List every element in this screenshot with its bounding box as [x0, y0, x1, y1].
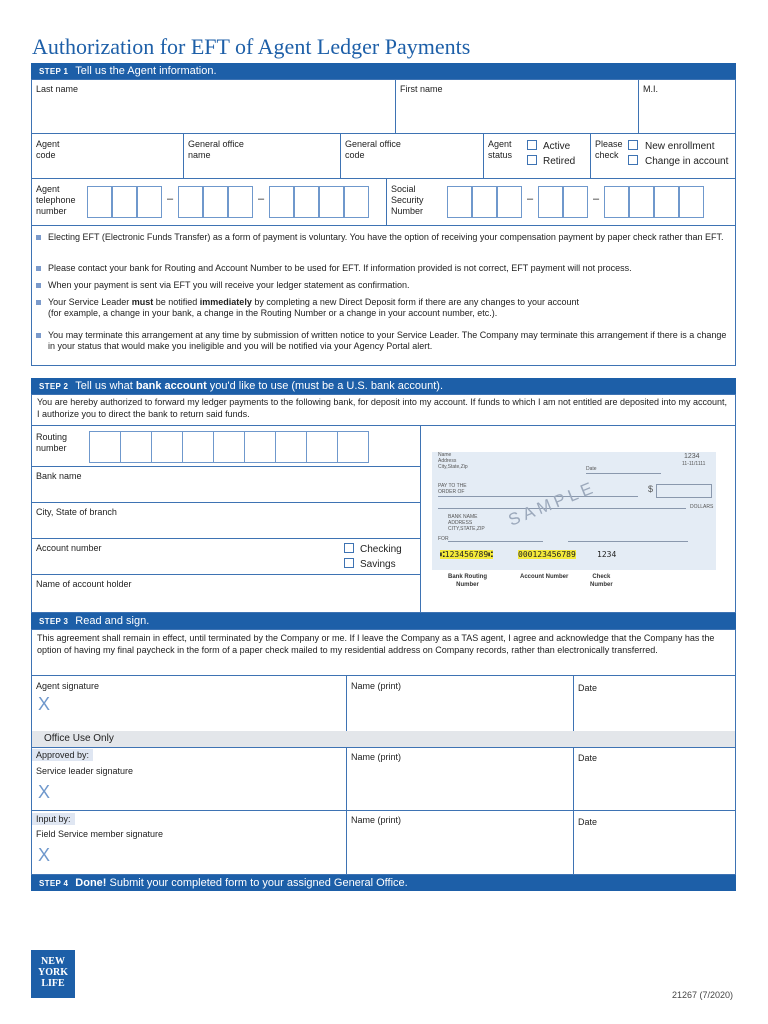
- sample-check-image: [432, 452, 716, 570]
- general-office-code-label: General office code: [345, 139, 401, 160]
- check-micr-check: 1234: [597, 550, 617, 559]
- general-office-code-field[interactable]: [410, 136, 480, 176]
- service-leader-signature-x: X: [38, 782, 51, 802]
- step3-header: STEP 3 Read and sign.: [31, 613, 736, 629]
- service-leader-name-field[interactable]: [348, 764, 571, 808]
- new-york-life-logo: NEW YORK LIFE: [31, 950, 75, 998]
- field-service-signature-field[interactable]: [33, 842, 344, 872]
- step2-intro: You are hereby authorized to forward my ledger payments to the following bank, for deposit into my account. If funds to which I am not entitled are deposited into my account, I authorize you to direct the bank to return said funds.: [37, 397, 728, 419]
- agent-code-label: Agent code: [36, 139, 60, 160]
- last-name-field[interactable]: [33, 96, 393, 130]
- please-check-label: Please check: [595, 139, 623, 160]
- bank-name-field[interactable]: [33, 482, 418, 500]
- retired-checkbox[interactable]: [527, 155, 537, 165]
- approved-by-label: Approved by:: [32, 749, 93, 761]
- agent-signature-x: X: [38, 694, 51, 714]
- agent-status-label: Agent status: [488, 139, 513, 160]
- ssn-label: Social Security Number: [391, 184, 424, 216]
- active-label: Active: [543, 141, 571, 152]
- checking-checkbox[interactable]: [344, 543, 354, 553]
- savings-label: Savings: [360, 559, 396, 570]
- field-service-signature-label: Field Service member signature: [36, 829, 164, 839]
- label-check-number: Check Number: [590, 574, 613, 588]
- bullet-confirmation: When your payment is sent via EFT you will receive your ledger statement as confirmation.: [36, 280, 728, 291]
- city-state-field[interactable]: [33, 518, 418, 536]
- agent-signature-label: Agent signature: [36, 681, 100, 691]
- check-dollar-sign: $: [648, 484, 654, 494]
- first-name-label: First name: [400, 84, 443, 94]
- check-dollars-label: DOLLARS: [690, 504, 714, 510]
- check-micr-routing: ⑆123456789⑆: [440, 550, 493, 559]
- bullet-terminate: You may terminate this arrangement at any time by submission of written notice to your Service Leader. The Company may terminate this arrangement if there is a change in your status that would make you ineligible and you will be notified via your Agency Portal alert.: [36, 330, 728, 352]
- new-enrollment-checkbox[interactable]: [628, 140, 638, 150]
- field-service-name-label: Name (print): [351, 815, 402, 825]
- field-service-signature-x: X: [38, 845, 51, 865]
- agent-date-field[interactable]: [575, 694, 734, 729]
- input-by-label: Input by:: [32, 813, 75, 825]
- check-pay-to: PAY TO THE ORDER OF: [438, 483, 467, 495]
- field-service-date-label: Date: [578, 817, 598, 827]
- field-service-date-field[interactable]: [575, 828, 734, 872]
- general-office-name-label: General office name: [188, 139, 244, 160]
- office-use-only-bar: Office Use Only: [31, 731, 736, 747]
- check-date-label: Date: [586, 466, 597, 472]
- account-number-label: Account number: [36, 543, 102, 553]
- step1-header: [31, 63, 736, 79]
- agent-date-label: Date: [578, 683, 598, 693]
- checking-label: Checking: [360, 544, 402, 555]
- city-state-label: City, State of branch: [36, 507, 117, 517]
- check-number-top: 1234: [684, 453, 700, 460]
- routing-label: Routing number: [36, 432, 68, 453]
- check-for-label: FOR: [438, 536, 449, 542]
- last-name-label: Last name: [36, 84, 79, 94]
- step1-label: STEP 1: [39, 67, 69, 76]
- step2-header: STEP 2 Tell us what bank account you'd like to use (must be a U.S. bank account).: [31, 378, 736, 394]
- agent-code-field[interactable]: [80, 136, 180, 176]
- change-in-account-label: Change in account: [645, 156, 729, 167]
- account-holder-label: Name of account holder: [36, 579, 132, 589]
- agent-name-print-field[interactable]: [348, 692, 571, 729]
- service-leader-date-label: Date: [578, 753, 598, 763]
- mi-field[interactable]: [640, 96, 734, 130]
- check-bank-block: BANK NAME ADDRESS CITY,STATE,ZIP: [448, 514, 485, 532]
- bullet-notify-leader: Your Service Leader must be notified immediately by completing a new Direct Deposit form if there are any changes to your account (for example, a change in your bank, a change in the Routing Number or a change in your account number, etc.).: [36, 297, 728, 319]
- general-office-name-field[interactable]: [250, 136, 338, 176]
- bullet-contact-bank: Please contact your bank for Routing and Account Number to be used for EFT. If information provided is not correct, EFT payment will not process.: [36, 263, 728, 274]
- new-enrollment-label: New enrollment: [645, 141, 715, 152]
- mi-label: M.I.: [643, 84, 658, 94]
- change-in-account-checkbox[interactable]: [628, 155, 638, 165]
- check-sample-watermark: SAMPLE: [505, 477, 599, 530]
- agreement-text: This agreement shall remain in effect, until terminated by the Company or me. If I leave the Company as a TAS agent, I agree and acknowledge that the Company has the option of having my final paycheck in the form of a paper check mailed to my residential address on Company records, rather than electronically transferred.: [37, 633, 715, 655]
- form-number: 21267 (7/2020): [672, 990, 734, 1000]
- step1-heading: Tell us the Agent information.: [75, 65, 217, 77]
- form-title: Authorization for EFT of Agent Ledger Payments: [32, 34, 471, 59]
- field-service-name-field[interactable]: [348, 827, 571, 872]
- check-micr-account: 000123456789: [518, 550, 576, 559]
- service-leader-signature-label: Service leader signature: [36, 766, 134, 776]
- account-number-field[interactable]: [33, 554, 333, 572]
- first-name-field[interactable]: [397, 96, 635, 130]
- active-checkbox[interactable]: [527, 140, 537, 150]
- agent-name-print-label: Name (print): [351, 681, 402, 691]
- agent-signature-field[interactable]: [33, 692, 344, 729]
- bank-name-label: Bank name: [36, 471, 82, 481]
- check-name-block: Name Address City,State,Zip: [438, 452, 468, 470]
- account-holder-field[interactable]: [33, 590, 418, 610]
- savings-checkbox[interactable]: [344, 558, 354, 568]
- service-leader-signature-field[interactable]: [33, 778, 344, 808]
- step4-header: STEP 4 Done! Submit your completed form to your assigned General Office.: [31, 875, 736, 891]
- label-bank-routing: Bank Routing Number: [448, 574, 487, 588]
- service-leader-date-field[interactable]: [575, 764, 734, 808]
- check-fraction: 11-11/1111: [682, 461, 706, 467]
- retired-label: Retired: [543, 156, 576, 167]
- service-leader-name-label: Name (print): [351, 752, 402, 762]
- agent-phone-label: Agent telephone number: [36, 184, 76, 216]
- label-account-number: Account Number: [520, 574, 569, 580]
- bullet-voluntary: Electing EFT (Electronic Funds Transfer) as a form of payment is voluntary. You have the option of receiving your compensation payment by paper check rather than EFT.: [36, 232, 728, 243]
